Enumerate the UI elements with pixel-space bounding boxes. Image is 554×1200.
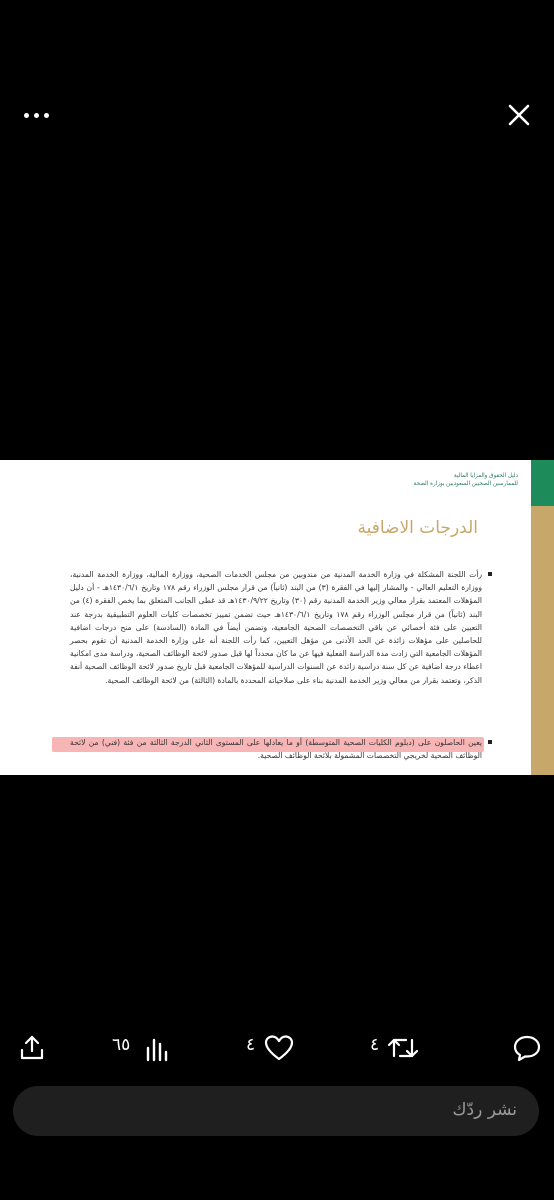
more-horizontal-icon: [44, 113, 49, 118]
paragraph-2-text: يعين الحاصلون على (دبلوم الكليات الصحية المتوسطة) أو ما يعادلها على المستوى الثاني الدرجة الثالثة من فئة (فني) من لائحة الوظائف الصحية لخريجي التخصصات المشمولة بلائحة الوظائف الصحية.: [70, 738, 482, 761]
views-count: ٦٥: [112, 1035, 131, 1055]
media-viewer-toolbar: [0, 0, 554, 230]
document-header-line1: دليل الحقوق والمزايا المالية: [453, 473, 518, 479]
document-side-band-green: [531, 460, 554, 506]
more-options-button[interactable]: [22, 100, 52, 130]
more-horizontal-icon: [24, 113, 29, 118]
reply-icon: [512, 1034, 542, 1062]
retweet-button[interactable]: [370, 1034, 422, 1062]
bullet-icon: [488, 740, 492, 744]
document-image[interactable]: [0, 460, 554, 775]
document-paragraph-2: [70, 736, 482, 762]
share-icon: [18, 1034, 46, 1062]
document-paragraph-1: [70, 568, 482, 687]
heart-icon: [264, 1034, 294, 1062]
like-count: ٤: [246, 1035, 256, 1055]
reply-input[interactable]: [13, 1086, 539, 1136]
document-header: [318, 472, 518, 488]
close-icon: [504, 100, 534, 130]
tweet-action-bar: [0, 1020, 554, 1080]
close-button[interactable]: [504, 100, 534, 130]
bullet-icon: [488, 572, 492, 576]
like-button[interactable]: [246, 1034, 298, 1062]
document-side-band: [531, 460, 554, 775]
reply-placeholder: نشر ردّك: [452, 1100, 517, 1120]
retweet-count: ٤: [370, 1035, 380, 1055]
share-button[interactable]: [18, 1034, 46, 1062]
views-button[interactable]: [112, 1034, 172, 1062]
paragraph-1-text: رأت اللجنة المشكلة في وزارة الخدمة المدنية من مندوبين من مجلس الخدمات الصحية، ووزارة المالية، ووزارة الخدمة المدنية، ووزارة التعليم العالي - والمشار إليها في الفقرة (٣) من البند (ثانياً) من قرار مجلس الوزراء رقم ١٧٨ وتاريخ ١٤٣٠/٦/١هـ - أن دليل المؤهلات المعتمد بقرار معالي وزير الخدمة المدنية رقم (٣٠) وتاريخ ١٤٣٠/٩/٢٢هـ قد غطى الجانب المتعلق بما يخص الفقرة (٤) من البند (ثانياً) من قرار مجلس الوزراء رقم ١٧٨ وتاريخ ١٤٣٠/٦/١هـ حيث تضمن تمييز تخصصات كليات العلوم التطبيقية بدرجة عند التعيين على فئة أخصائي عن باقي التخصصات الصحية الجامعية، وتضمن أيضاً في المادة (السادسة) على منح درجات اضافية للحاصلين على مؤهلات زائدة عن الحد الأدنى من مؤهل التعيين، كما رأت اللجنة أنه على وزارة الخدمة المدنية أن تقوم بحصر المؤهلات الجامعية التي زادت مدة الدراسة الفعلية فيها عن ما كان محدداً لها قبل صدور لائحة الوظائف الصحية، ودراسة مدى امكانية اعطاء درجة اضافية عن كل سنة دراسية زائدة عن السنوات الدراسية للمؤهلات الجامعية قبل تاريخ صدور لائحة الوظائف الصحية أنفة الذكر، وتعتمد بقرار من معالي وزير الخدمة المدنية بناء على صلاحياته المحددة بالمادة (الثالثة) من لائحة الوظائف الصحية.: [70, 570, 483, 685]
reply-button[interactable]: [512, 1034, 542, 1062]
views-icon: [144, 1034, 170, 1062]
retweet-icon: [386, 1034, 420, 1062]
document-header-line2: للممارسين الصحيين السعوديين بوزارة الصحة: [413, 481, 518, 487]
document-title: الدرجات الاضافية: [357, 518, 478, 538]
more-horizontal-icon: [34, 113, 39, 118]
